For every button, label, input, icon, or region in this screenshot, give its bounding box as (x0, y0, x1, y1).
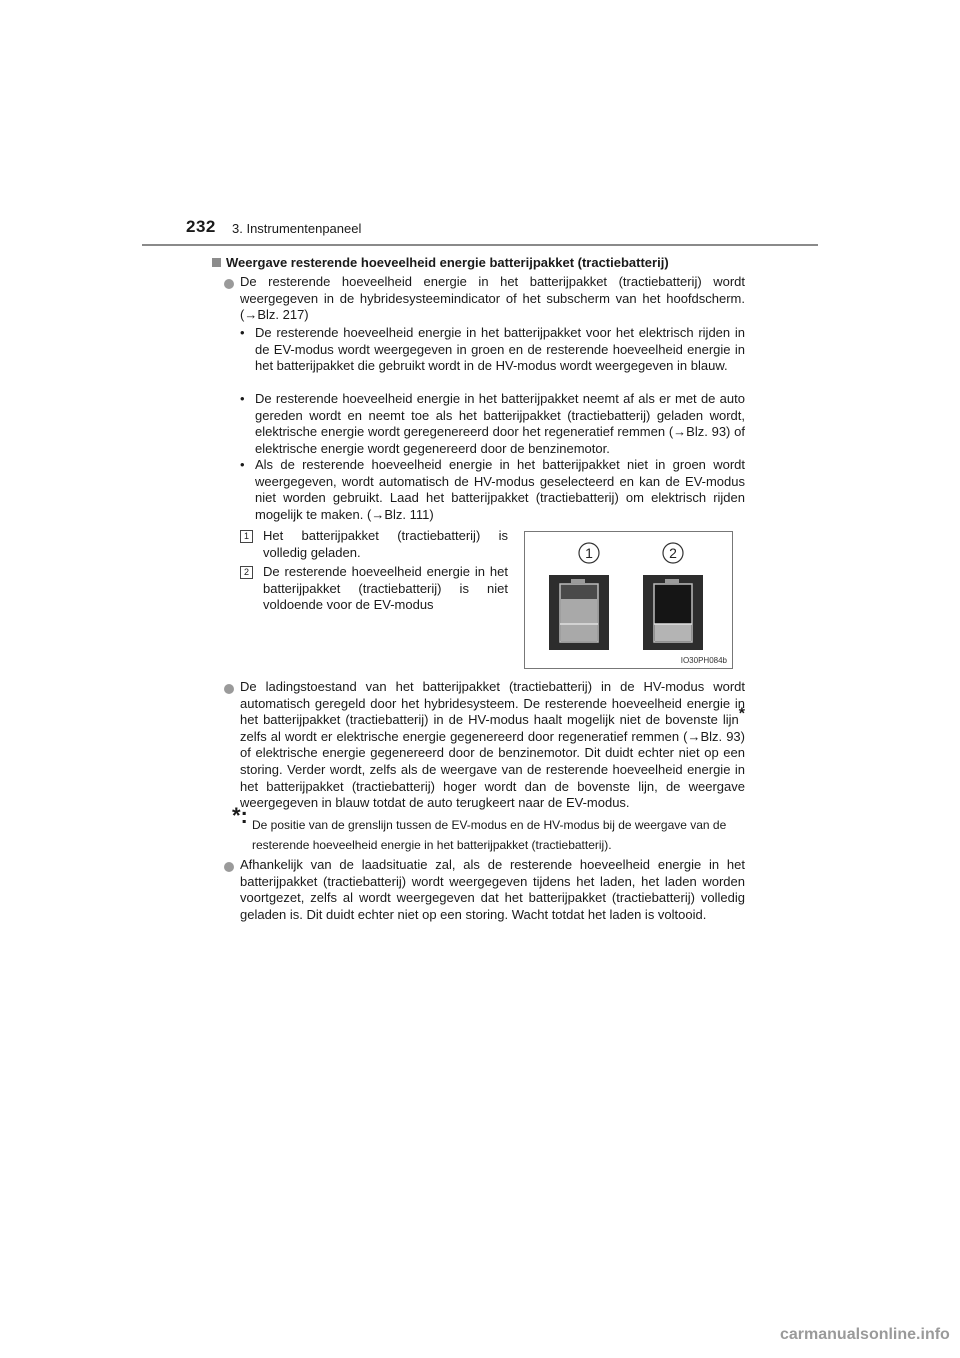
sub-bullet-1: De resterende hoeveelheid energie in het batterijpakket voor het elektrisch rijden in de EV-modus wordt weergegeven in groen en de resterende hoeveelheid energie in het batterijpakket die gebruikt wordt in de HV-modus wordt weergegeven in blauw. (255, 325, 745, 374)
paragraph-3: Afhankelijk van de laadsituatie zal, als de resterende hoeveelheid energie in het batterijpakket (tractiebatterij) wordt weergegeven tijdens het laden, het laden worden voortgezet, zelfs al wordt weergegeven dat het batterijpakket (tractiebatterij) volledig geladen is. Dit duidt echter niet op een storing. Wacht totdat het laden is voltooid. (240, 857, 745, 922)
figure-label-1: 1 (585, 545, 593, 561)
page-number: 232 (186, 217, 216, 236)
figure-label-2: 2 (669, 545, 677, 561)
footnote-star: * (738, 705, 745, 723)
sub-bullet-3: Als de resterende hoeveelheid energie in het batterijpakket niet in groen wordt weergegeven, wordt automatisch de HV-modus geselecteerd en kan de EV-modus niet worden gebruikt. Laad het batterijpakket (tractiebatterij) om elektrisch rijden mogelijk te maken. (→Blz. 111) (255, 457, 745, 522)
header-rule (142, 244, 818, 246)
footnote-mark: *: (232, 803, 248, 828)
paragraph-2 (240, 679, 745, 812)
caption-1: Het batterijpakket (tractiebatterij) is volledig geladen. (263, 528, 508, 560)
chapter-title: 3. Instrumentenpaneel (232, 221, 362, 236)
battery-1-terminal (571, 579, 585, 583)
caption-2: De resterende hoeveelheid energie in het batterijpakket (tractiebatterij) is niet voldoende voor de EV-modus (263, 564, 508, 613)
caption-number-2: 2 (240, 566, 253, 579)
sub-bullet-marker: • (240, 325, 245, 340)
battery-illustration (525, 532, 732, 668)
caption-number-1: 1 (240, 530, 253, 543)
battery-figure (524, 531, 733, 669)
bullet-dot-icon (224, 862, 234, 872)
square-bullet-icon (212, 258, 221, 267)
battery-1-level (561, 599, 597, 641)
footnote-text: De positie van de grenslijn tussen de EV-modus en de HV-modus bij de weergave van de resterende hoeveelheid energie in het batterijpakket (tractiebatterij). (252, 818, 727, 852)
battery-2-level (655, 624, 691, 641)
section-heading-text: Weergave resterende hoeveelheid energie batterijpakket (tractiebatterij) (226, 255, 669, 270)
sub-bullet-marker: • (240, 391, 245, 406)
battery-2-terminal (665, 579, 679, 583)
bullet-dot-icon (224, 684, 234, 694)
sub-bullet-2: De resterende hoeveelheid energie in het batterijpakket neemt af als er met de auto gereden wordt en neemt toe als het batterijpakket (tractiebatterij) geladen wordt, elektrische energie wordt geregenereerd door het regeneratief remmen (→Blz. 93) of elektrische energie wordt gegenereerd door de benzinemotor. (255, 391, 745, 456)
bullet-dot-icon (224, 279, 234, 289)
figure-code: IO30PH084b (680, 656, 727, 665)
paragraph-2-part-2: zelfs al wordt er elektrische energie gegenereerd door regeneratief remmen (→Blz. 93) of elektrische energie gegenereerd door de benzinemotor. Dit duidt echter niet op een storing. Verder wordt, zelfs als de weergave van de resterende hoeveelheid energie in het batterijpakket (tractiebatterij) hoger wordt dan de bovenste lijn, de weergave weergegeven in blauw totdat de auto terugkeert naar de EV-modus. (240, 728, 745, 811)
watermark: carmanualsonline.info (780, 1326, 950, 1343)
sub-bullet-marker: • (240, 457, 245, 472)
paragraph-1: De resterende hoeveelheid energie in het batterijpakket (tractiebatterij) wordt weergegeven in de hybridesysteemindicator of het subscherm van het hoofdscherm. (→Blz. 217) (240, 274, 745, 323)
paragraph-2-part-1: De ladingstoestand van het batterijpakket (tractiebatterij) in de HV-modus wordt automatisch geregeld door het hybridesysteem. De resterende hoeveelheid energie in het batterijpakket (tractiebatterij) in de HV-modus haalt mogelijk niet de bovenste lijn (240, 679, 745, 728)
section-heading (212, 255, 669, 270)
